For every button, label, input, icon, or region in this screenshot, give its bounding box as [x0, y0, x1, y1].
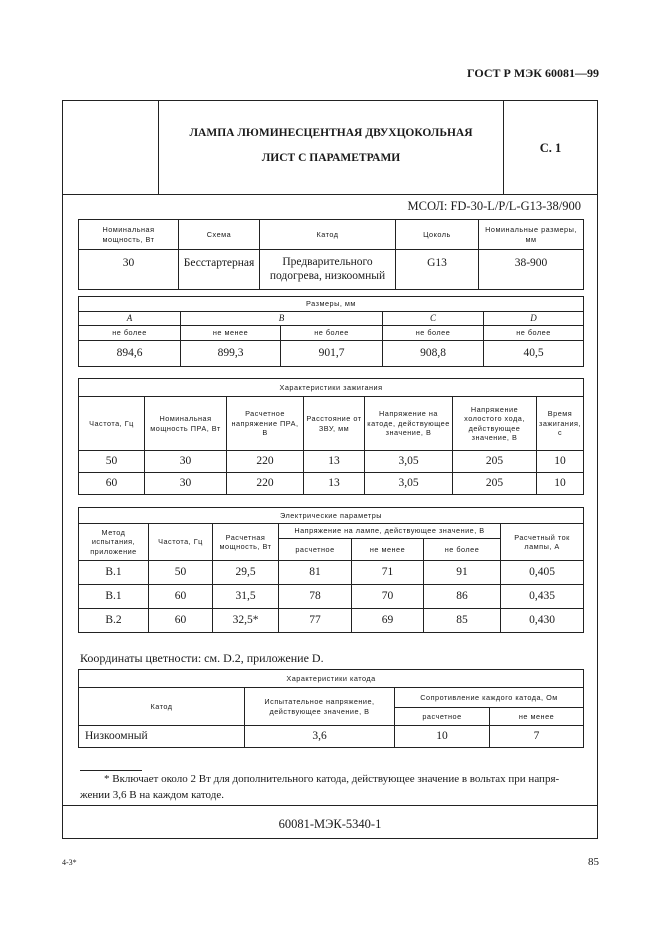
dim-limit: не менее	[181, 326, 281, 341]
dim-value: 894,6	[79, 341, 181, 367]
cell: 60	[149, 609, 213, 633]
print-mark: 4-3*	[62, 858, 77, 867]
cell: 77	[279, 609, 352, 633]
header-scheme: Схема	[179, 220, 260, 250]
table-row	[79, 585, 584, 609]
header-voltage-calc: расчетное	[279, 539, 352, 561]
header-cathode: Катод	[79, 688, 245, 726]
cell: 7	[490, 726, 584, 748]
header-distance: Расстояние от ЗВУ, мм	[304, 397, 365, 451]
header-lamp-current: Расчетный ток лампы, А	[501, 524, 584, 561]
table-row	[79, 451, 584, 473]
dim-value: 901,7	[281, 341, 383, 367]
cell: 50	[79, 451, 145, 473]
frame-divider-left	[158, 101, 159, 194]
cathode-title: Характеристики катода	[79, 670, 584, 688]
cell: B.1	[79, 561, 149, 585]
ignition-table	[78, 378, 584, 495]
table-row	[79, 609, 584, 633]
cell: 0,405	[501, 561, 584, 585]
cell-nominal-dimensions: 38-900	[479, 250, 584, 290]
cell: 32,5*	[213, 609, 279, 633]
sheet-number: С. 1	[539, 141, 562, 155]
sheet-title-line-2: ЛИСТ С ПАРАМЕТРАМИ	[261, 152, 401, 164]
header-frequency: Частота, Гц	[79, 397, 145, 451]
cell: 78	[279, 585, 352, 609]
header-nominal-dimensions: Номинальные размеры, мм	[479, 220, 584, 250]
cell: 220	[227, 451, 304, 473]
cell: 220	[227, 473, 304, 495]
header-lamp-voltage: Напряжение на лампе, действующее значение, В	[279, 524, 501, 539]
ignition-title: Характеристики зажигания	[79, 379, 584, 397]
dim-limit: не более	[281, 326, 383, 341]
header-open-circuit-voltage: Напряжение холостого хода, действующее значение, В	[453, 397, 537, 451]
frame-title-rule	[63, 194, 597, 195]
header-ballast-power: Номинальная мощность ПРА, Вт	[145, 397, 227, 451]
dim-value: 40,5	[484, 341, 584, 367]
header-cathode-voltage: Напряжение на катоде, действующее значение, В	[365, 397, 453, 451]
cell: 30	[145, 473, 227, 495]
cell: 69	[352, 609, 424, 633]
cell: 30	[145, 451, 227, 473]
header-cap: Цоколь	[396, 220, 479, 250]
header-nominal-power: Номинальная мощность, Вт	[79, 220, 179, 250]
sheet-title-line-1: ЛАМПА ЛЮМИНЕСЦЕНТНАЯ ДВУХЦОКОЛЬНАЯ	[189, 127, 473, 139]
electrical-title: Электрические параметры	[79, 508, 584, 524]
dimensions-table	[78, 296, 584, 367]
electrical-table	[78, 507, 584, 633]
dim-letter-a: A	[79, 312, 181, 326]
cell: 60	[79, 473, 145, 495]
cell: Низкоомный	[79, 726, 245, 748]
cell: B.1	[79, 585, 149, 609]
dim-limit: не более	[383, 326, 484, 341]
footnote-line-1: * Включает около 2 Вт для дополнительного катода, действующее значение в вольтах при напря-	[104, 773, 560, 785]
cell: 3,05	[365, 451, 453, 473]
header-frequency: Частота, Гц	[149, 524, 213, 561]
dim-letter-c: C	[383, 312, 484, 326]
cell: 10	[537, 451, 584, 473]
cell: 10	[395, 726, 490, 748]
table-row	[79, 726, 584, 748]
cell: 81	[279, 561, 352, 585]
header-ignition-time: Время зажигания, с	[537, 397, 584, 451]
header-resistance-min: не менее	[490, 708, 584, 726]
footnote-line-2: жении 3,6 В на каждом катоде.	[80, 789, 224, 801]
header-calc-power: Расчетная мощность, Вт	[213, 524, 279, 561]
cell: 31,5	[213, 585, 279, 609]
cell: 60	[149, 585, 213, 609]
header-test-voltage: Испытательное напряжение, действующее значение, В	[245, 688, 395, 726]
cell: 91	[424, 561, 501, 585]
header-voltage-max: не более	[424, 539, 501, 561]
header-ballast-voltage: Расчетное напряжение ПРА, В	[227, 397, 304, 451]
dimensions-title: Размеры, мм	[79, 297, 584, 312]
cell-cap: G13	[396, 250, 479, 290]
cell: 0,435	[501, 585, 584, 609]
header-test-method: Метод испытания, приложение	[79, 524, 149, 561]
cell: 13	[304, 473, 365, 495]
header-voltage-min: не менее	[352, 539, 424, 561]
cell-cathode: Предварительного подогрева, низкоомный	[260, 250, 396, 290]
cell: 13	[304, 451, 365, 473]
dim-limit: не более	[79, 326, 181, 341]
cell: 0,430	[501, 609, 584, 633]
dim-letter-b: B	[181, 312, 383, 326]
lamp-general-table	[78, 219, 584, 290]
header-cathode-resistance: Сопротивление каждого катода, Ом	[395, 688, 584, 708]
cell: 29,5	[213, 561, 279, 585]
cell: 3,05	[365, 473, 453, 495]
cell: B.2	[79, 609, 149, 633]
document-number: 60081-МЭК-5340-1	[278, 817, 382, 831]
table-row	[79, 473, 584, 495]
dim-value: 908,8	[383, 341, 484, 367]
cathode-table	[78, 669, 584, 748]
cell: 50	[149, 561, 213, 585]
cell-scheme: Бесстартерная	[179, 250, 260, 290]
header-resistance-calc: расчетное	[395, 708, 490, 726]
cell: 85	[424, 609, 501, 633]
cell: 3,6	[245, 726, 395, 748]
footnote-rule	[80, 770, 142, 771]
cell: 86	[424, 585, 501, 609]
cell: 71	[352, 561, 424, 585]
cell: 10	[537, 473, 584, 495]
cell: 205	[453, 473, 537, 495]
chromaticity-note: Координаты цветности: см. D.2, приложение D.	[80, 651, 324, 665]
table-row	[79, 561, 584, 585]
dim-limit: не более	[484, 326, 584, 341]
dim-value: 899,3	[181, 341, 281, 367]
cell-nominal-power: 30	[79, 250, 179, 290]
page-number: 85	[588, 856, 599, 868]
document-code: ГОСТ Р МЭК 60081—99	[467, 66, 599, 80]
frame-footer-rule	[63, 805, 597, 806]
cell: 205	[453, 451, 537, 473]
dim-letter-d: D	[484, 312, 584, 326]
mcol-designation: МСОЛ: FD-30-L/P/L-G13-38/900	[407, 199, 581, 213]
header-cathode: Катод	[260, 220, 396, 250]
cell: 70	[352, 585, 424, 609]
